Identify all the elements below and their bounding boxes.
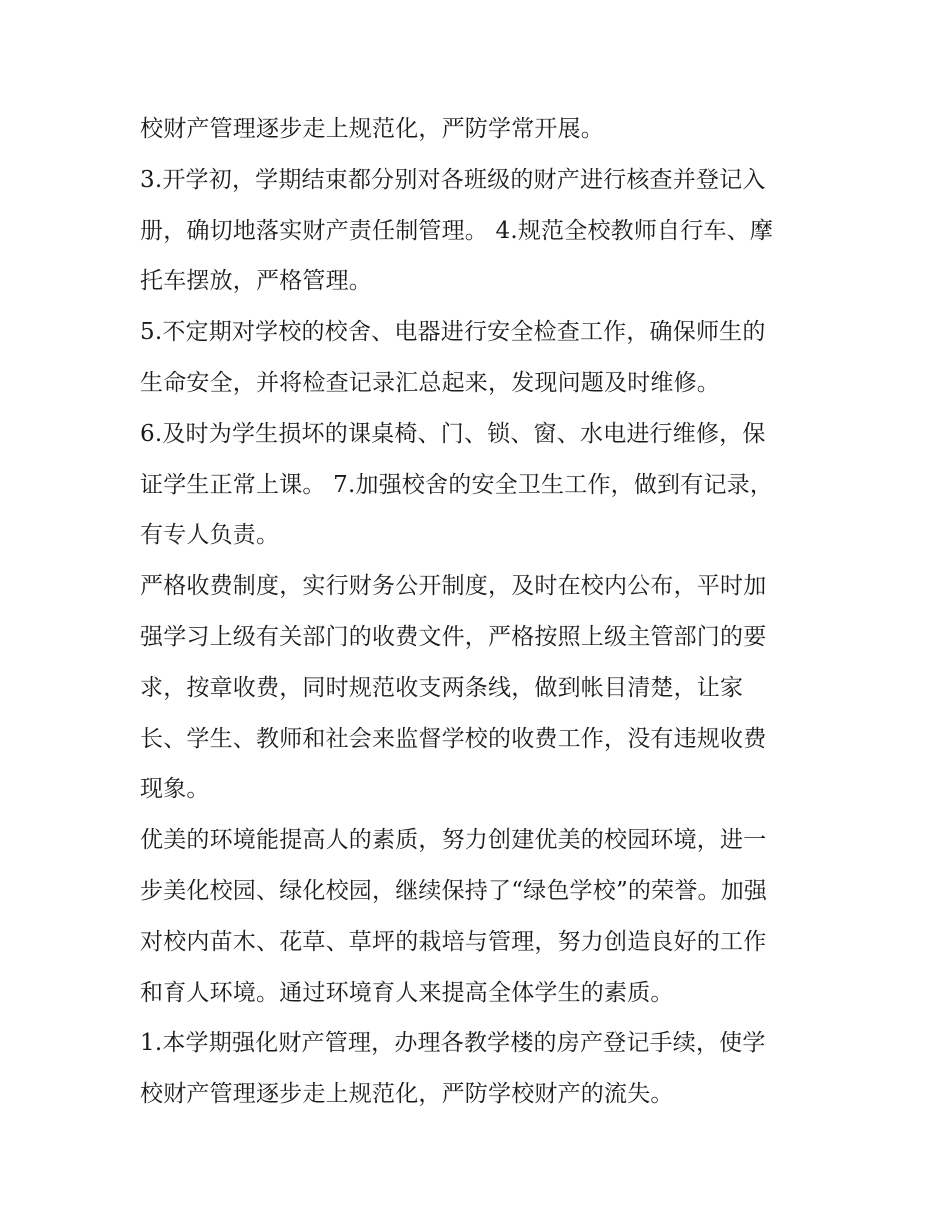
text-line: 生命安全，并将检查记录汇总起来，发现问题及时维修。 <box>140 369 720 396</box>
paragraph-4 <box>140 409 812 561</box>
text-line: 校财产管理逐步走上规范化，严防学常开展。 <box>140 116 604 142</box>
text-line: 长、学生、教师和社会来监督学校的收费工作，没有违规收费 <box>140 725 767 752</box>
text-line: 3.开学初，学期结束都分别对各班级的财产进行核查并登记入 <box>140 166 766 193</box>
text-line: 证学生正常上课。 7.加强校舍的安全卫生工作，做到有记录， <box>140 471 774 498</box>
paragraph-6 <box>140 815 812 1018</box>
text-line: 托车摆放，严格管理。 <box>140 268 372 295</box>
text-line: 5.不定期对学校的校舍、电器进行安全检查工作，确保师生的 <box>140 319 766 346</box>
paragraph-2 <box>140 155 812 307</box>
text-line: 校财产管理逐步走上规范化，严防学校财产的流失。 <box>140 1081 674 1108</box>
text-line: 求，按章收费，同时规范收支两条线，做到帐目清楚，让家 <box>140 674 744 701</box>
text-line: 6.及时为学生损坏的课桌椅、门、锁、窗、水电进行维修，保 <box>140 420 766 447</box>
text-line: 现象。 <box>140 776 210 803</box>
text-line: 对校内苗木、花草、草坪的栽培与管理，努力创造良好的工作 <box>140 928 767 955</box>
text-line: 步美化校园、绿化校园，继续保持了“绿色学校”的荣誉。加强 <box>140 877 768 904</box>
paragraph-5 <box>140 561 812 815</box>
text-line: 优美的环境能提高人的素质，努力创建优美的校园环境，进一 <box>140 827 767 854</box>
text-line: 和育人环境。通过环境育人来提高全体学生的素质。 <box>140 979 674 1006</box>
paragraph-1 <box>140 104 812 155</box>
document-body <box>140 104 812 1120</box>
text-line: 册，确切地落实财产责任制管理。 4.规范全校教师自行车、摩 <box>140 217 774 244</box>
paragraph-7 <box>140 1018 812 1120</box>
text-line: 有专人负责。 <box>140 522 280 549</box>
text-line: 1.本学期强化财产管理，办理各教学楼的房产登记手续，使学 <box>140 1030 766 1057</box>
text-line: 强学习上级有关部门的收费文件，严格按照上级主管部门的要 <box>140 623 767 650</box>
text-line: 严格收费制度，实行财务公开制度，及时在校内公布，平时加 <box>140 573 767 600</box>
paragraph-3 <box>140 307 812 409</box>
